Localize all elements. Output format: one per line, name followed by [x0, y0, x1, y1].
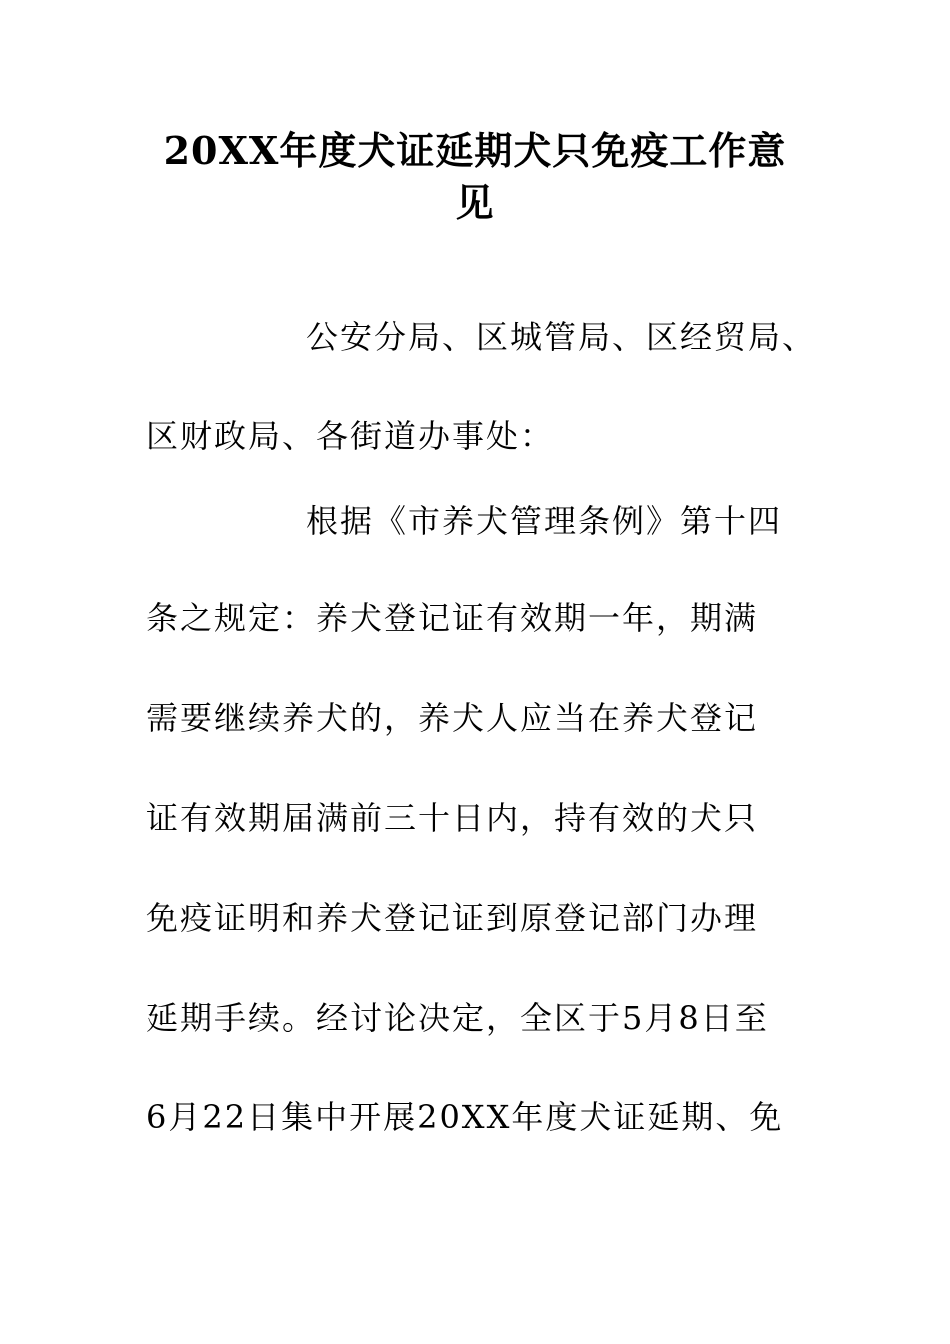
body-line-5: 免疫证明和养犬登记证到原登记部门办理 — [146, 899, 759, 937]
body-line-4: 证有效期届满前三十日内，持有效的犬只 — [146, 799, 759, 837]
addressee-line-1: 公安分局、区城管局、区经贸局、 — [306, 318, 817, 356]
document-title-line-1: 20XX年度犬证延期犬只免疫工作意 — [163, 128, 787, 173]
body-line-1: 根据《市养犬管理条例》第十四 — [306, 502, 783, 540]
body-line-2: 条之规定：养犬登记证有效期一年，期满 — [146, 599, 759, 637]
body-line-3: 需要继续养犬的，养犬人应当在养犬登记 — [146, 699, 759, 737]
body-line-7: 6月22日集中开展20XX年度犬证延期、免 — [146, 1098, 784, 1136]
addressee-line-2: 区财政局、各街道办事处： — [146, 417, 555, 455]
document-title-line-2: 见 — [455, 180, 495, 225]
body-line-6: 延期手续。经讨论决定，全区于5月8日至 — [146, 999, 769, 1037]
